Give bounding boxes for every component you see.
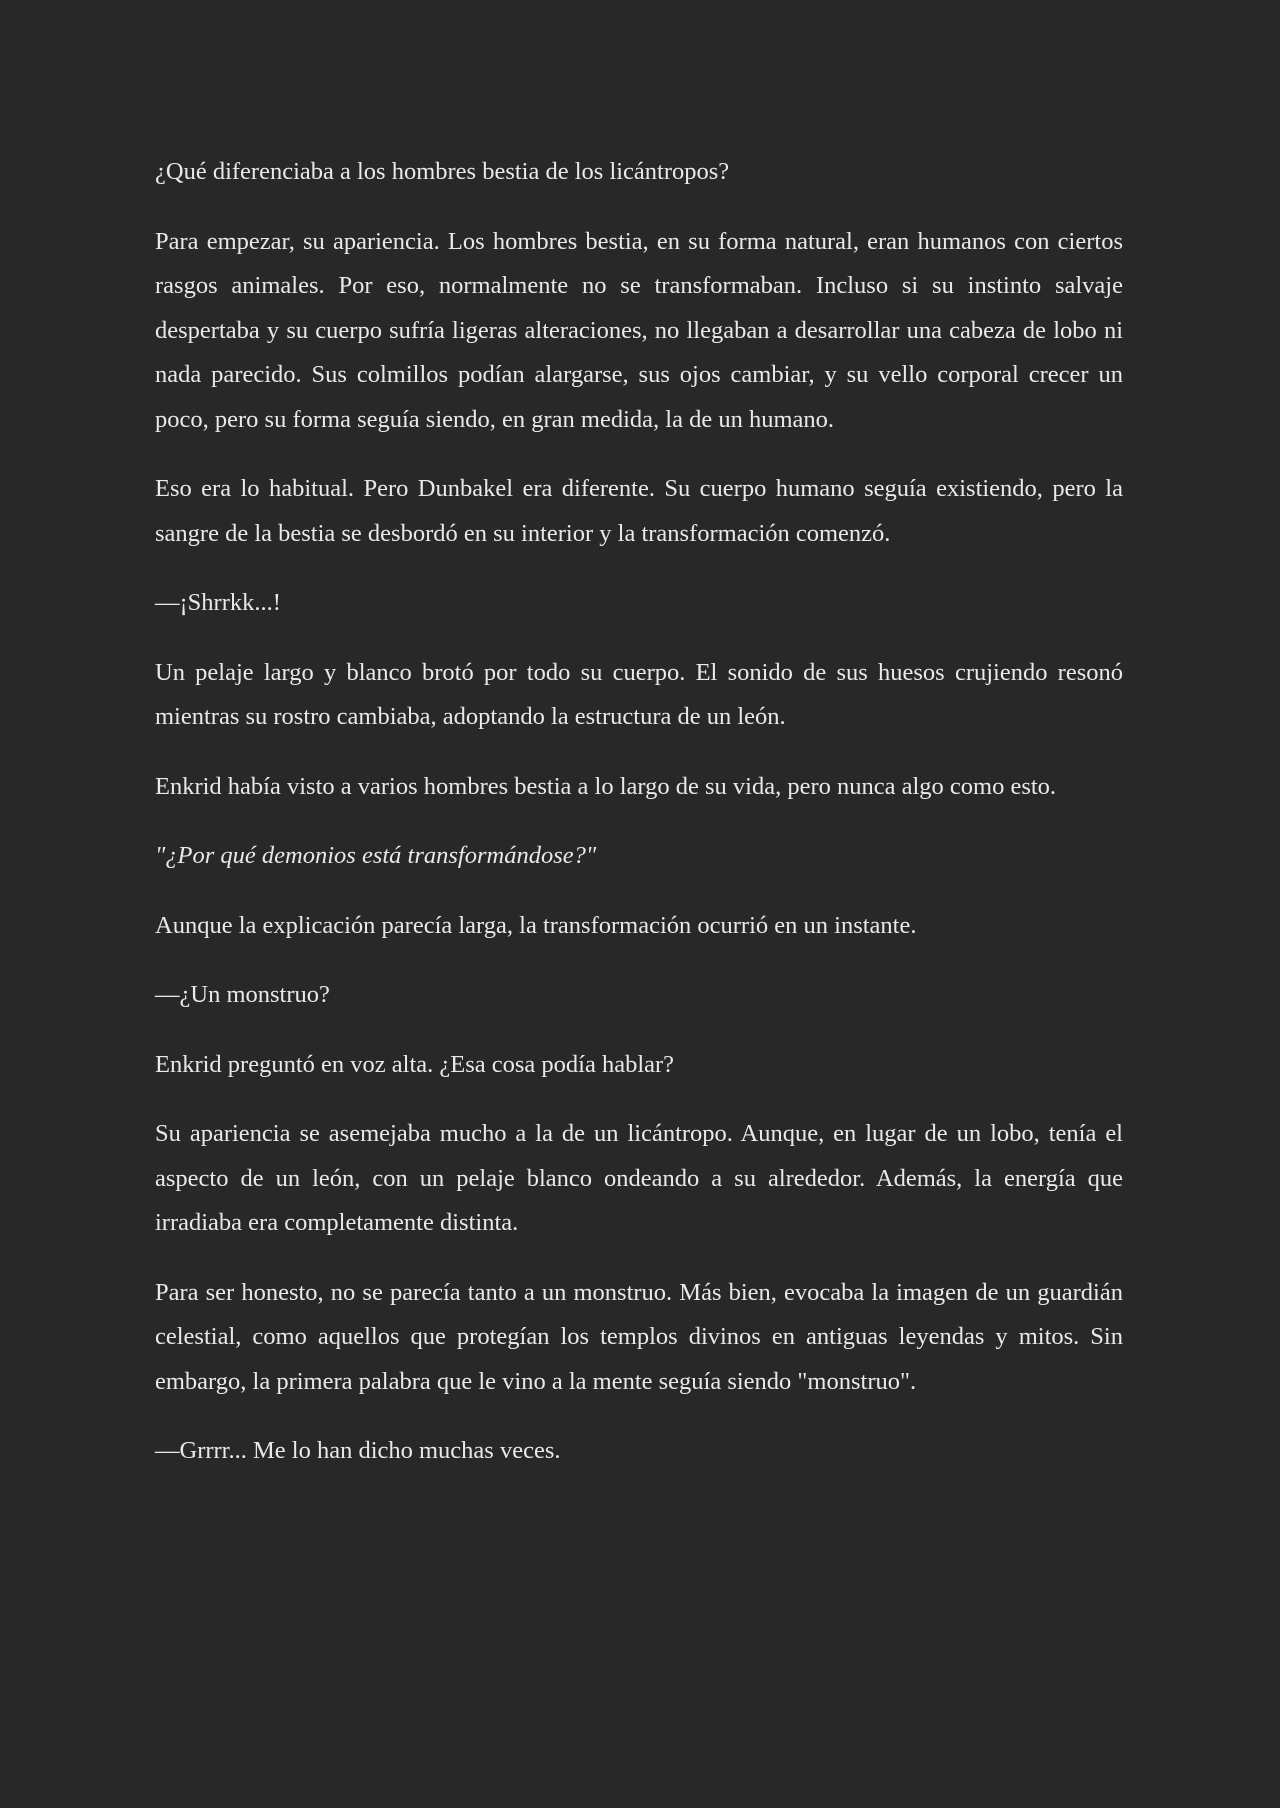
paragraph: Enkrid preguntó en voz alta. ¿Esa cosa podía hablar? <box>155 1050 675 1078</box>
dialogue-line: —¡Shrrkk...! <box>155 589 281 616</box>
reader-content <box>155 150 1123 1499</box>
inner-thought: "¿Por qué demonios está transformándose?" <box>155 842 597 869</box>
dialogue-line: —¿Un monstruo? <box>155 981 330 1008</box>
paragraph: Su apariencia se asemejaba mucho a la de un licántropo. Aunque, en lugar de un lobo, tenía el aspecto de un león, con un pelaje blanco ondeando a su alrededor. Además, la energía que irradiaba era completamente distinta. <box>155 1120 1123 1236</box>
paragraph: Para empezar, su apariencia. Los hombres bestia, en su forma natural, eran humanos con ciertos rasgos animales. Por eso, normalmente no se transformaban. Incluso si su instinto salvaje despertaba y su cuerpo sufría ligeras alteraciones, no llegaban a desarrollar una cabeza de lobo ni nada parecido. Sus colmillos podían alargarse, sus ojos cambiar, y su vello corporal crecer un poco, pero su forma seguía siendo, en gran medida, la de un humano. <box>155 227 1123 433</box>
paragraph: ¿Qué diferenciaba a los hombres bestia de los licántropos? <box>155 158 730 185</box>
dialogue-line: —Grrrr... Me lo han dicho muchas veces. <box>155 1437 561 1464</box>
paragraph: Un pelaje largo y blanco brotó por todo su cuerpo. El sonido de sus huesos crujiendo resonó mientras su rostro cambiaba, adoptando la estructura de un león. <box>155 658 1123 730</box>
paragraph: Aunque la explicación parecía larga, la transformación ocurrió en un instante. <box>155 911 917 939</box>
paragraph: Enkrid había visto a varios hombres bestia a lo largo de su vida, pero nunca algo como esto. <box>155 772 1057 800</box>
paragraph: Para ser honesto, no se parecía tanto a un monstruo. Más bien, evocaba la imagen de un guardián celestial, como aquellos que protegían los templos divinos en antiguas leyendas y mitos. Sin embargo, la primera palabra que le vino a la mente seguía siendo "monstruo". <box>155 1278 1123 1395</box>
paragraph: Eso era lo habitual. Pero Dunbakel era diferente. Su cuerpo humano seguía existiendo, pero la sangre de la bestia se desbordó en su interior y la transformación comenzó. <box>155 475 1123 547</box>
